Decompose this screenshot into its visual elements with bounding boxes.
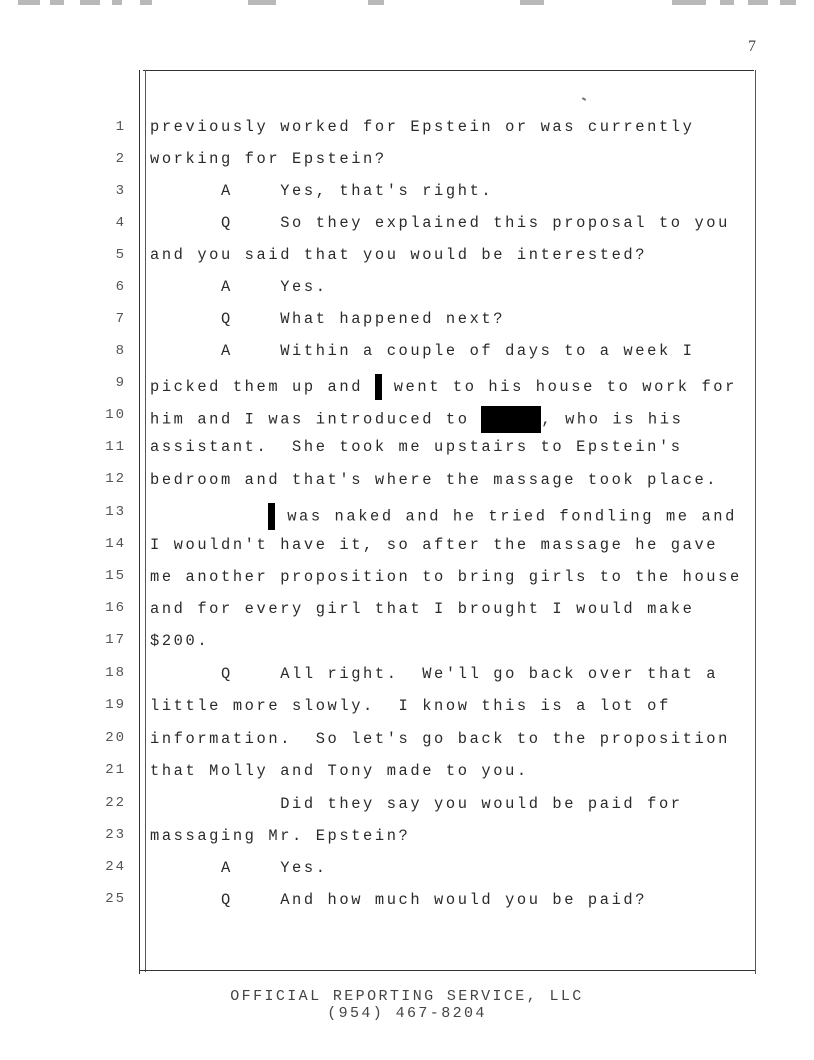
- line-number: 8: [115, 343, 126, 359]
- line-text-before-redaction: picked them up and: [150, 378, 375, 397]
- line-number: 16: [105, 600, 126, 616]
- transcript-line: Q So they explained this proposal to you: [150, 214, 730, 232]
- line-number: 11: [105, 439, 126, 455]
- footer-company: OFFICIAL REPORTING SERVICE, LLC: [230, 988, 584, 1005]
- transcript-line: that Molly and Tony made to you.: [150, 762, 529, 780]
- line-text-before-redaction: him and I was introduced to: [150, 410, 482, 429]
- line-number: 9: [115, 375, 126, 391]
- scan-artifacts: [0, 0, 814, 12]
- line-number: 25: [105, 891, 126, 907]
- transcript-line: Did they say you would be paid for: [150, 795, 683, 813]
- line-number: 22: [105, 795, 126, 811]
- line-text-after-redaction: was naked and he tried fondling me and: [275, 507, 737, 526]
- transcript-line: A Yes.: [150, 859, 328, 877]
- line-number: 10: [105, 407, 126, 423]
- transcript-line: $200.: [150, 632, 210, 650]
- line-text-after-redaction: , who is his: [541, 410, 684, 429]
- transcript-line: massaging Mr. Epstein?: [150, 827, 411, 845]
- line-number: 18: [105, 665, 126, 681]
- line-number: 23: [105, 827, 126, 843]
- frame-top-border: [143, 70, 754, 71]
- line-number: 17: [105, 632, 126, 648]
- redaction-bar: [481, 406, 541, 433]
- line-number: 14: [105, 536, 126, 552]
- frame-margin-line: [145, 70, 146, 972]
- transcript-line: A Within a couple of days to a week I: [150, 342, 695, 360]
- line-number: 12: [105, 471, 126, 487]
- frame-bottom-border: [139, 970, 755, 971]
- transcript-line: assistant. She took me upstairs to Epstein's: [150, 438, 683, 456]
- line-number: 4: [115, 215, 126, 231]
- line-number: 13: [105, 504, 126, 520]
- line-number: 21: [105, 762, 126, 778]
- transcript-line: me another proposition to bring girls to the house: [150, 568, 742, 586]
- transcript-line: [150, 503, 737, 530]
- line-number: 20: [105, 730, 126, 746]
- transcript-line: working for Epstein?: [150, 150, 387, 168]
- transcript-line: Q All right. We'll go back over that a: [150, 665, 719, 683]
- transcript-line: and you said that you would be interested?: [150, 246, 648, 264]
- transcript-line: A Yes.: [150, 278, 328, 296]
- transcript-line: [150, 374, 737, 400]
- transcript-line: Q And how much would you be paid?: [150, 891, 648, 909]
- line-number: 6: [115, 279, 126, 295]
- line-number: 3: [115, 183, 126, 199]
- transcript-line: information. So let's go back to the proposition: [150, 730, 730, 748]
- line-number: 15: [105, 568, 126, 584]
- line-text-before-redaction: [150, 508, 268, 526]
- line-number: 24: [105, 859, 126, 875]
- transcript-line: Q What happened next?: [150, 310, 506, 328]
- line-number: 19: [105, 697, 126, 713]
- transcript-line: I wouldn't have it, so after the massage he gave: [150, 536, 719, 554]
- line-number: 7: [115, 311, 126, 327]
- footer-phone: (954) 467-8204: [327, 1005, 487, 1022]
- transcript-line: little more slowly. I know this is a lot of: [150, 697, 671, 715]
- transcript-line: bedroom and that's where the massage took place.: [150, 471, 719, 489]
- line-number: 5: [115, 247, 126, 263]
- page-number: 7: [748, 38, 756, 55]
- line-text-after-redaction: went to his house to work for: [381, 378, 737, 397]
- transcript-line: and for every girl that I brought I would make: [150, 600, 695, 618]
- transcript-line: A Yes, that's right.: [150, 182, 494, 200]
- line-number: 2: [115, 151, 126, 167]
- redaction-bar: [375, 374, 382, 400]
- line-number: 1: [115, 119, 126, 135]
- transcript-line: previously worked for Epstein or was currently: [150, 118, 695, 136]
- transcript-line: [150, 406, 683, 433]
